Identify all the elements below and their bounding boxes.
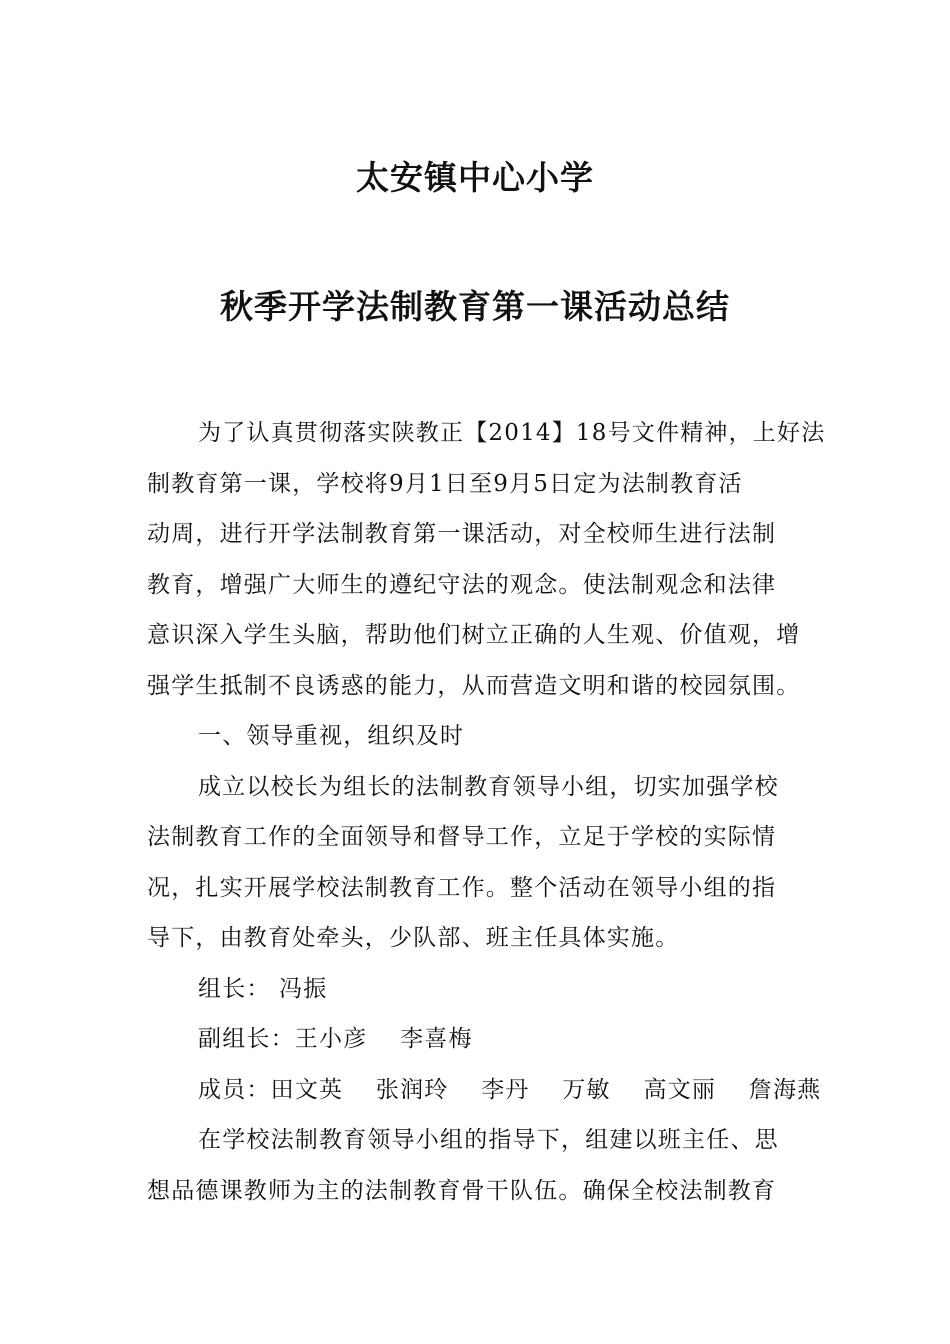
text-line: 教育，增强广大师生的遵纪守法的观念。使法制观念和法律 bbox=[147, 571, 777, 598]
text-line: 为了认真贯彻落实陕教正【2014】18号文件精神，上好法 bbox=[198, 420, 826, 446]
text-line: 一、领导重视，组织及时 bbox=[198, 723, 465, 749]
text-line: 况，扎实开展学校法制教育工作。整个活动在领导小组的指 bbox=[147, 874, 777, 901]
text-line: 成员：田文英 张润玲 李丹 万敏 高文丽 詹海燕 bbox=[198, 1076, 822, 1103]
text-line: 意识深入学生头脑，帮助他们树立正确的人生观、价值观，增 bbox=[147, 622, 801, 648]
document-title: 秋季开学法制教育第一课活动总结 bbox=[220, 287, 730, 326]
text-line: 组长： 冯振 bbox=[198, 975, 328, 1002]
text-line: 副组长：王小彦 李喜梅 bbox=[198, 1026, 473, 1052]
text-line: 法制教育工作的全面领导和督导工作，立足于学校的实际情 bbox=[147, 824, 777, 850]
text-line: 制教育第一课，学校将9月1日至9月5日定为法制教育活 bbox=[147, 470, 743, 497]
document-body bbox=[147, 408, 826, 1216]
text-line: 在学校法制教育领导小组的指导下，组建以班主任、思 bbox=[198, 1127, 779, 1153]
text-line: 导下，由教育处牵头，少队部、班主任具体实施。 bbox=[147, 925, 680, 951]
text-line: 想品德课教师为主的法制教育骨干队伍。确保全校法制教育 bbox=[147, 1177, 777, 1204]
text-line: 成立以校长为组长的法制教育领导小组，切实加强学校 bbox=[198, 773, 779, 800]
text-line: 动周，进行开学法制教育第一课活动，对全校师生进行法制 bbox=[147, 521, 777, 547]
school-title: 太安镇中心小学 bbox=[356, 158, 594, 197]
text-line: 强学生抵制不良诱惑的能力，从而营造文明和谐的校园氛围。 bbox=[147, 672, 801, 699]
